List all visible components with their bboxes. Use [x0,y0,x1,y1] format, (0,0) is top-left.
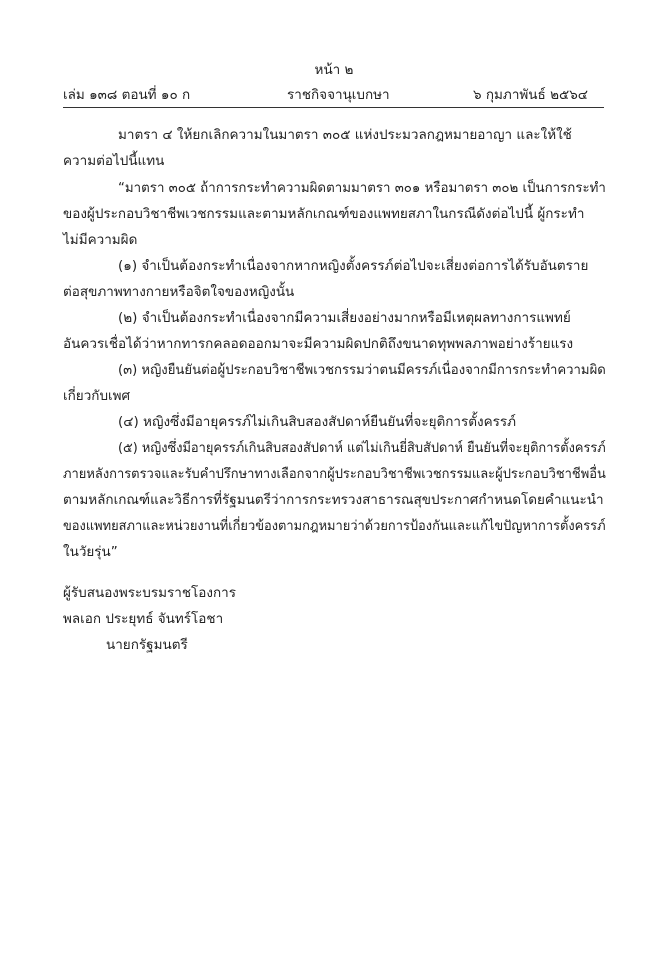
signatory-title: นายกรัฐมนตรี [106,637,188,653]
section-305-line-1: “มาตรา ๓๐๕ ถ้าการกระทำความผิดตามมาตรา ๓๐๑ หรือมาตรา ๓๐๒ เป็นการกระทำ [118,180,606,196]
volume-issue: เล่ม ๑๓๘ ตอนที่ ๑๐ ก [63,87,191,103]
item-2-line-2: อันควรเชื่อได้ว่าหากทารกคลอดออกมาจะมีความผิดปกติถึงขนาดทุพพลภาพอย่างร้ายแรง [63,336,574,352]
item-3-line-2: เกี่ยวกับเพศ [63,388,131,404]
countersign-label: ผู้รับสนองพระบรมราชโองการ [63,585,236,601]
section-4-line-1: มาตรา ๔ ให้ยกเลิกความในมาตรา ๓๐๕ แห่งประมวลกฎหมายอาญา และให้ใช้ [118,127,572,143]
publication-date: ๖ กุมภาพันธ์ ๒๕๖๔ [473,87,588,103]
item-2-line-1: (๒) จำเป็นต้องกระทำเนื่องจากมีความเสี่ยงอย่างมากหรือมีเหตุผลทางการแพทย์ [118,310,571,326]
item-5-line-3: ตามหลักเกณฑ์และวิธีการที่รัฐมนตรีว่าการกระทรวงสาธารณสุขประกาศกำหนดโดยคำแนะนำ [63,492,604,508]
section-305-line-3: ไม่มีความผิด [63,232,138,248]
item-5-line-1: (๕) หญิงซึ่งมีอายุครรภ์เกินสิบสองสัปดาห์ แต่ไม่เกินยี่สิบสัปดาห์ ยืนยันที่จะยุติการตั้งครรภ์ [118,440,606,456]
item-5-line-2: ภายหลังการตรวจและรับคำปรึกษาทางเลือกจากผู้ประกอบวิชาชีพเวชกรรมและผู้ประกอบวิชาชีพอื่น [63,466,606,482]
item-1-line-2: ต่อสุขภาพทางกายหรือจิตใจของหญิงนั้น [63,284,295,300]
section-305-line-2: ของผู้ประกอบวิชาชีพเวชกรรมและตามหลักเกณฑ์ของแพทยสภาในกรณีดังต่อไปนี้ ผู้กระทำ [63,206,585,222]
item-1-line-1: (๑) จำเป็นต้องกระทำเนื่องจากหากหญิงตั้งครรภ์ต่อไปจะเสี่ยงต่อการได้รับอันตราย [118,258,589,274]
signatory-name: พลเอก ประยุทธ์ จันทร์โอชา [63,611,224,627]
section-4-line-2: ความต่อไปนี้แทน [63,153,165,169]
page-number: หน้า ๒ [314,62,354,78]
header-rule [63,107,604,108]
gazette-title: ราชกิจจานุเบกษา [287,87,390,103]
item-5-line-4: ของแพทยสภาและหน่วยงานที่เกี่ยวข้องตามกฎหมายว่าด้วยการป้องกันและแก้ไขปัญหาการตั้งครรภ์ [63,518,606,534]
item-3-line-1: (๓) หญิงยืนยันต่อผู้ประกอบวิชาชีพเวชกรรมว่าตนมีครรภ์เนื่องจากมีการกระทำความผิด [118,362,606,378]
item-5-line-5: ในวัยรุ่น” [63,544,118,560]
item-4-line-1: (๔) หญิงซึ่งมีอายุครรภ์ไม่เกินสิบสองสัปดาห์ยืนยันที่จะยุติการตั้งครรภ์ [118,414,517,430]
